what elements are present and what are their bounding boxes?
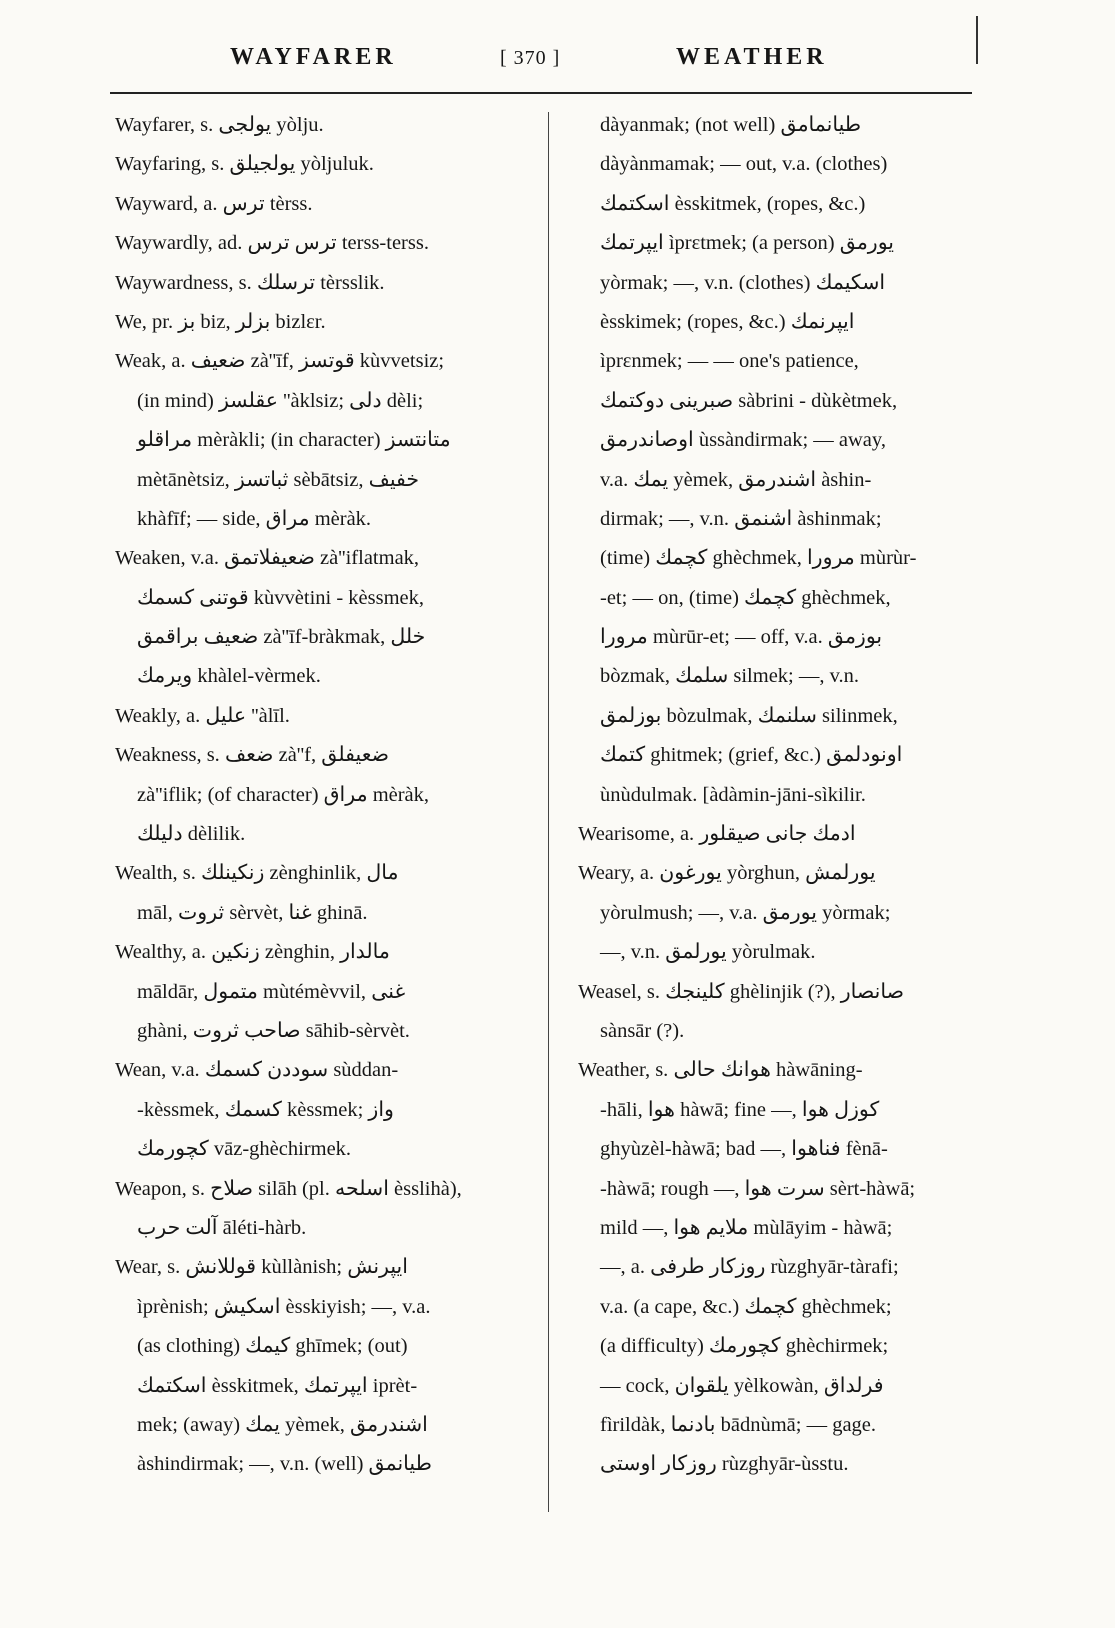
dictionary-line: dàyanmak; (not well) طيانمامق	[600, 114, 862, 136]
dictionary-line: māldār, متمول mùtémèvvil, غنى	[137, 980, 406, 1003]
dictionary-line: ايپرتمك ìprɛtmek; (a person) يورمق	[600, 232, 894, 255]
dictionary-line: (in mind) عقلسز ''àklsiz; دلى dèli;	[137, 389, 424, 412]
dictionary-line: (time) كچمك ghèchmek, مرورا mùrùr-	[600, 547, 917, 570]
dictionary-line: Weapon, s. صلاح silāh (pl. اسلحه èsslihà),	[115, 1177, 462, 1200]
dictionary-line: —, v.n. يورلمق yòrulmak.	[600, 941, 816, 964]
dictionary-line: fìrildàk, بادنما bādnùmā; — gage.	[600, 1413, 877, 1436]
dictionary-line: ùnùdulmak. [àdàmin-jāni-sìkilir.	[600, 783, 866, 806]
dictionary-line: -hàwā; rough —, سرت هوا sèrt-hàwā;	[600, 1177, 916, 1200]
header-rule	[110, 92, 972, 94]
dictionary-line: mild —, ملايم هوا mùlāyim - hàwā;	[600, 1216, 893, 1239]
dictionary-line: yòrmak; —, v.n. (clothes) اسكيمك	[600, 271, 886, 294]
page-number: [ 370 ]	[500, 47, 561, 69]
dictionary-line: dirmak; —, v.n. اشنمق àshinmak;	[600, 507, 882, 530]
dictionary-line: Waywardness, s. ترسلك tèrsslik.	[115, 271, 385, 294]
dictionary-line: àshindirmak; —, v.n. (well) طيانمق	[137, 1453, 432, 1476]
dictionary-line: èsskimek; (ropes, &c.) ايپرنمك	[600, 310, 855, 333]
dictionary-line: Waywardly, ad. ترس ترس terss-terss.	[115, 232, 429, 255]
page-header	[0, 44, 1115, 84]
dictionary-line: zà''iflik; (of character) مراق mèràk,	[137, 783, 430, 806]
dictionary-line: مرورا mùrūr-et; — off, v.a. بوزمق	[600, 626, 883, 649]
left-column	[115, 106, 535, 1485]
dictionary-line: دليلك dèlilik.	[137, 823, 246, 846]
dictionary-line: Weasel, s. كلينجك ghèlinjik (?), صانصار	[578, 980, 905, 1003]
dictionary-line: v.a. يمك yèmek, اشندرمق àshin-	[600, 468, 872, 491]
dictionary-line: ضعيف براقمق zà''īf-bràkmak, خلل	[137, 626, 426, 649]
dictionary-line: قوتنى كسمك kùvvètini - kèssmek,	[137, 586, 425, 609]
dictionary-line: Weakness, s. ضعف zà''f, ضعيفلق	[115, 744, 390, 767]
dictionary-line: mek; (away) يمك yèmek, اشندرمق	[137, 1413, 428, 1436]
header-right-guideword: WEATHER	[676, 44, 828, 70]
dictionary-line: اوصاندرمق ùssàndirmak; — away,	[600, 429, 886, 452]
dictionary-line: yòrulmush; —, v.a. يورمق yòrmak;	[600, 901, 891, 924]
dictionary-line: bòzmak, سلمك silmek; —, v.n.	[600, 665, 860, 688]
dictionary-line: v.a. (a cape, &c.) كچمك ghèchmek;	[600, 1295, 892, 1318]
dictionary-line: (a difficulty) كچورمك ghèchirmek;	[600, 1335, 889, 1358]
dictionary-line: Wear, s. قوللانش kùllànish; ايپرنش	[115, 1256, 408, 1279]
header-left-guideword: WAYFARER	[230, 44, 397, 70]
dictionary-line: Weakly, a. عليل ''àlīl.	[115, 704, 290, 727]
dictionary-line: مراقلو mèràkli; (in character) متانتسز	[137, 429, 451, 452]
dictionary-line: -et; — on, (time) كچمك ghèchmek,	[600, 586, 891, 609]
column-divider	[548, 112, 549, 1512]
dictionary-line: آلت حرب āléti-hàrb.	[137, 1216, 307, 1239]
dictionary-line: صبرينى دوكتمك sàbrini - dùkètmek,	[600, 389, 898, 412]
dictionary-line: khàfīf; — side, مراق mèràk.	[137, 507, 372, 530]
dictionary-line: Wayward, a. ترس tèrss.	[115, 192, 313, 215]
dictionary-line: Weary, a. يورغون yòrghun, يورلمش	[578, 862, 876, 885]
dictionary-line: Wealth, s. زنكينلك zènghinlik, مال	[115, 862, 399, 885]
dictionary-line: كتمك ghitmek; (grief, &c.) اونودلمق	[600, 744, 903, 767]
dictionary-line: We, pr. بز biz, بزلر bizlɛr.	[115, 310, 326, 333]
dictionary-line: Weaken, v.a. ضعيفلاتمق zà''iflatmak,	[115, 547, 420, 570]
dictionary-line: Wean, v.a. سوددن كسمك sùddan-	[115, 1059, 399, 1082]
dictionary-line: -hāli, هوا hàwā; fine —, كوزل هوا	[600, 1098, 880, 1121]
dictionary-line: كچورمك vāz-ghèchirmek.	[137, 1138, 352, 1161]
dictionary-line: Wayfaring, s. يولجيلق yòljuluk.	[115, 153, 374, 176]
dictionary-line: ghyùzèl-hàwā; bad —, فناهوا fènā-	[600, 1138, 888, 1161]
dictionary-line: Wearisome, a. ادمك جانى صيقلور	[578, 823, 856, 846]
dictionary-line: ويرمك khàlel-vèrmek.	[137, 665, 321, 688]
dictionary-line: — cock, يلقوان yèlkowàn, فرلداق	[600, 1374, 884, 1397]
right-column	[578, 106, 998, 1485]
dictionary-line: -kèssmek, كسمك kèssmek; واز	[137, 1098, 394, 1121]
dictionary-line: ìprènish; اسكيش èsskiyish; —, v.a.	[137, 1295, 431, 1318]
dictionary-line: mètānètsiz, ثباتسز sèbātsiz, خفيف	[137, 468, 420, 491]
dictionary-line: Wayfarer, s. يولجى yòlju.	[115, 114, 324, 136]
page-edge-mark	[976, 16, 978, 64]
dictionary-line: اسكتمك èsskitmek, ايپرتمك iprèt-	[137, 1374, 418, 1397]
dictionary-line: —, a. روزكار طرفى rùzghyār-tàrafi;	[600, 1256, 899, 1279]
dictionary-line: ghàni, صاحب ثروت sāhib-sèrvèt.	[137, 1019, 410, 1042]
dictionary-line: بوزلمق bòzulmak, سلنمك silinmek,	[600, 704, 898, 727]
dictionary-line: māl, ثروت sèrvèt, غنا ghinā.	[137, 901, 368, 924]
dictionary-line: ìprɛnmek; — — one's patience,	[600, 350, 859, 373]
dictionary-line: Weather, s. هوانك حالى hàwāning-	[578, 1059, 863, 1082]
dictionary-line: اسكتمك èsskitmek, (ropes, &c.)	[600, 192, 866, 215]
dictionary-line: Wealthy, a. زنكين zènghin, مالدار	[115, 941, 390, 964]
dictionary-line: Weak, a. ضعيف zà''īf, قوتسز kùvvetsiz;	[115, 350, 445, 373]
dictionary-line: dàyànmamak; — out, v.a. (clothes)	[600, 153, 888, 176]
dictionary-line: sànsār (?).	[600, 1019, 685, 1042]
dictionary-line: (as clothing) كيمك ghīmek; (out)	[137, 1335, 408, 1358]
dictionary-line: روزكار اوستى rùzghyār-ùsstu.	[600, 1453, 849, 1476]
